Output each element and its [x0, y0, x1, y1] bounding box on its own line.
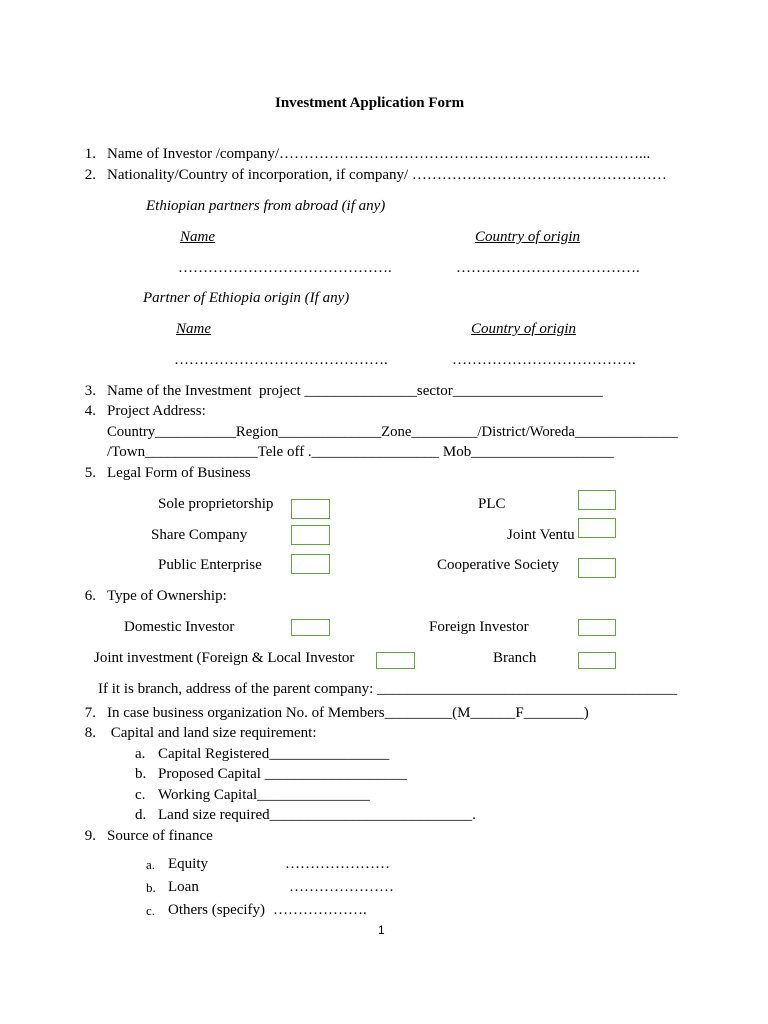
branch-checkbox[interactable]: [578, 652, 616, 669]
item-number-5: 5.: [84, 465, 96, 481]
project-name-sector-field[interactable]: Name of the Investment project _______________sector____________________: [107, 383, 603, 399]
cooperative-society-label: Cooperative Society: [437, 557, 560, 573]
others-label: Others (specify): [168, 902, 266, 918]
public-enterprise-label: Public Enterprise: [158, 557, 262, 573]
public-enterprise-checkbox[interactable]: [291, 554, 330, 574]
cooperative-society-checkbox[interactable]: [578, 558, 616, 578]
finance-letter-c: c.: [146, 903, 156, 918]
loan-label: Loan: [168, 879, 199, 895]
capital-letter-a: a.: [135, 746, 146, 762]
plc-label: PLC: [478, 496, 506, 512]
share-company-checkbox[interactable]: [291, 525, 330, 545]
branch-label: Branch: [493, 650, 537, 666]
others-field[interactable]: ……………….: [273, 902, 367, 918]
partners-abroad-name-field[interactable]: …………………………………….: [178, 260, 392, 276]
item-number-6: 6.: [84, 588, 96, 604]
project-address-line-2[interactable]: /Town_______________Tele off ._________________ Mob___________________: [107, 444, 614, 460]
capital-letter-d: d.: [135, 807, 147, 823]
joint-venture-label: Joint Ventu: [507, 527, 575, 543]
joint-investment-checkbox[interactable]: [376, 652, 415, 669]
project-address-line-1[interactable]: Country___________Region______________Zone_________/District/Woreda______________: [107, 424, 678, 440]
members-field[interactable]: In case business organization No. of Members_________(M______F________): [107, 705, 589, 721]
joint-venture-checkbox[interactable]: [578, 518, 616, 538]
nationality-field[interactable]: Nationality/Country of incorporation, if company/ ……………………………………………: [107, 167, 667, 183]
page-number: 1: [378, 923, 385, 937]
partners-abroad-country-field[interactable]: ……………………………….: [456, 260, 640, 276]
item-number-3: 3.: [84, 383, 96, 399]
capital-letter-c: c.: [135, 787, 146, 803]
share-company-label: Share Company: [151, 527, 248, 543]
partners-origin-name-label: Name: [176, 321, 211, 337]
loan-field[interactable]: …………………: [289, 879, 394, 895]
partners-abroad-heading: Ethiopian partners from abroad (if any): [146, 198, 386, 214]
capital-registered-field[interactable]: Capital Registered________________: [158, 746, 390, 762]
domestic-investor-label: Domestic Investor: [124, 619, 235, 635]
item-number-8: 8.: [84, 725, 96, 741]
item-number-7: 7.: [84, 705, 96, 721]
domestic-investor-checkbox[interactable]: [291, 619, 330, 636]
proposed-capital-field[interactable]: Proposed Capital ___________________: [158, 766, 408, 782]
investor-name-field[interactable]: Name of Investor /company/………………………………………………………………...: [107, 146, 651, 162]
partners-abroad-name-label: Name: [180, 229, 215, 245]
partners-origin-heading: Partner of Ethiopia origin (If any): [143, 290, 350, 306]
partners-origin-country-field[interactable]: ……………………………….: [452, 352, 636, 368]
finance-letter-a: a.: [146, 857, 156, 872]
project-address-label: Project Address:: [107, 403, 206, 419]
partners-origin-country-label: Country of origin: [471, 321, 577, 337]
item-number-2: 2.: [84, 167, 96, 183]
foreign-investor-checkbox[interactable]: [578, 619, 616, 636]
finance-letter-b: b.: [146, 880, 156, 895]
legal-form-label: Legal Form of Business: [107, 465, 251, 481]
foreign-investor-label: Foreign Investor: [429, 619, 529, 635]
partners-origin-name-field[interactable]: …………………………………….: [174, 352, 388, 368]
form-title: Investment Application Form: [275, 95, 465, 111]
ownership-type-label: Type of Ownership:: [107, 588, 227, 604]
sole-proprietorship-label: Sole proprietorship: [158, 496, 274, 512]
equity-field[interactable]: …………………: [285, 856, 390, 872]
plc-checkbox[interactable]: [578, 490, 616, 510]
joint-investment-label: Joint investment (Foreign & Local Investor: [94, 650, 355, 666]
working-capital-field[interactable]: Working Capital_______________: [158, 787, 370, 803]
partners-abroad-country-label: Country of origin: [475, 229, 581, 245]
item-number-4: 4.: [84, 403, 96, 419]
item-number-1: 1.: [84, 146, 96, 162]
capital-letter-b: b.: [135, 766, 147, 782]
equity-label: Equity: [168, 856, 208, 872]
land-size-field[interactable]: Land size required___________________________.: [158, 807, 476, 823]
sole-proprietorship-checkbox[interactable]: [291, 499, 330, 519]
item-number-9: 9.: [84, 828, 96, 844]
source-of-finance-label: Source of finance: [107, 828, 213, 844]
capital-requirement-label: Capital and land size requirement:: [107, 725, 317, 741]
parent-company-address-field[interactable]: If it is branch, address of the parent company: ________________________________________: [98, 681, 678, 697]
